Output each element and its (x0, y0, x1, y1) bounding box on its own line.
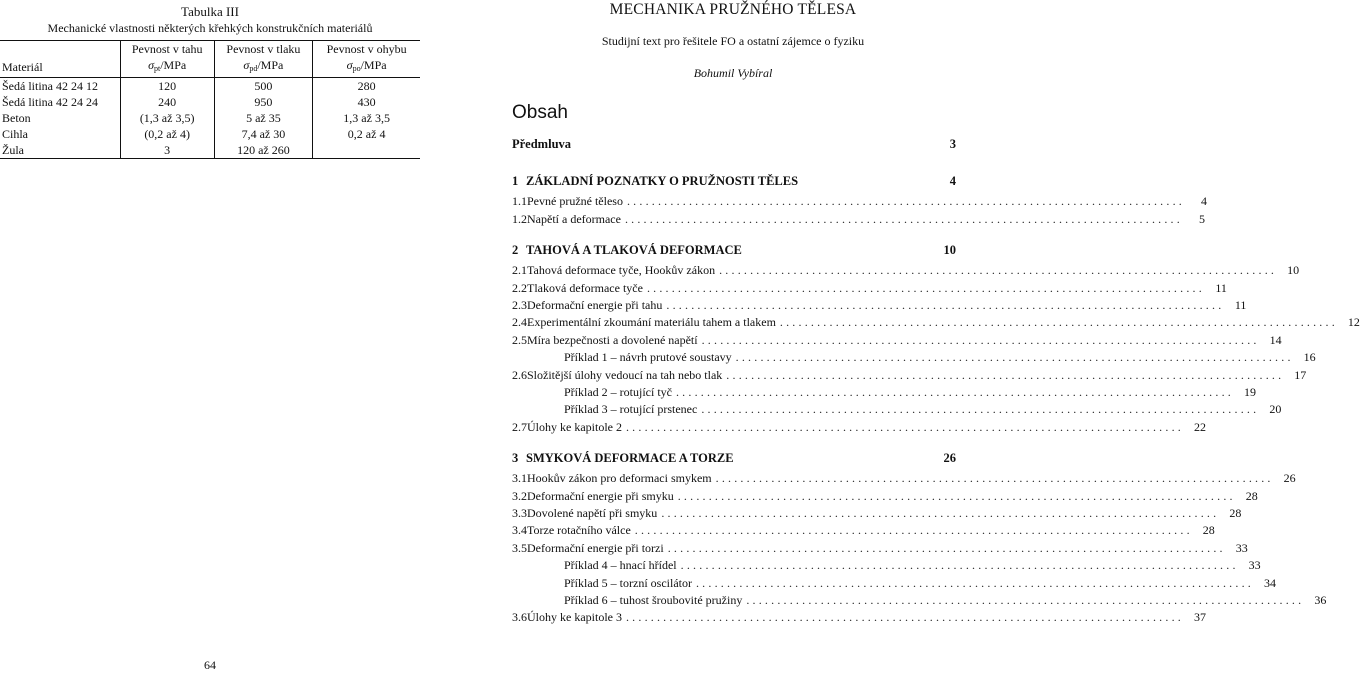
header-cell: Pevnost v ohybu (313, 41, 420, 58)
toc-entry-title: Úlohy ke kapitole 2 (527, 419, 622, 434)
toc-entry-page: 36 (1314, 593, 1327, 607)
toc-leader-dots: .......................................................................................... (746, 593, 1305, 607)
toc-leader-dots: .......................................................................................... (625, 610, 1184, 625)
toc-entry-section[interactable] (506, 488, 1258, 505)
toc-entry-title: Deformační energie při smyku (527, 488, 674, 503)
table-row (0, 110, 420, 126)
toc-entry-title: Příklad 4 – hnací hřídel (564, 558, 677, 573)
toc-entry-section[interactable] (506, 193, 1207, 210)
table-row (0, 126, 420, 142)
table-cell: 120 (120, 78, 214, 95)
toc-entry-section[interactable] (506, 419, 1206, 436)
toc-entry-section[interactable] (506, 332, 1282, 349)
toc-leader-dots: .......................................................................................... (715, 471, 1274, 486)
toc-entry-example[interactable] (506, 575, 1276, 592)
toc-entry-title: Úlohy ke kapitole 3 (527, 610, 622, 625)
toc-entry-example[interactable] (506, 592, 1327, 609)
right-page (506, 0, 1360, 671)
toc-entry-page: 28 (1245, 488, 1258, 503)
toc-entry-title: Příklad 3 – rotující prstenec (564, 402, 698, 417)
table-cell: 500 (214, 78, 313, 95)
toc-entry-number: 3.6 (512, 610, 527, 625)
toc-entry-title: Deformační energie při torzi (527, 540, 664, 555)
toc-entry-page: 4 (1200, 194, 1207, 209)
toc-entry-title: TAHOVÁ A TLAKOVÁ DEFORMACE (526, 243, 742, 258)
toc-entry-number: 3.3 (512, 506, 527, 520)
toc-entry-title: Tlaková deformace tyče (527, 280, 643, 295)
toc-leader-dots: .......................................................................................... (646, 280, 1205, 295)
table-cell: 0,2 až 4 (347, 127, 386, 141)
toc-entry-page: 17 (1294, 367, 1307, 382)
toc-entry-title: Pevné pružné těleso (527, 194, 623, 209)
toc-entry-title: Experimentální zkoumání materiálu tahem a tlakem (527, 315, 776, 330)
table-cell: Šedá litina 42 24 24 (0, 94, 120, 110)
toc-entry-number: 3.4 (512, 523, 527, 538)
header-symbol-cell (214, 57, 313, 78)
toc-leader-dots: .......................................................................................... (735, 350, 1294, 365)
toc-leader-dots: .......................................................................................... (667, 540, 1226, 555)
book-subtitle: Studijní text pro řešitele FO a ostatní zájemce o fyziku (601, 34, 865, 48)
toc-entry-section[interactable] (506, 297, 1247, 314)
toc-leader-dots: .......................................................................................... (719, 263, 1278, 278)
toc-entry-page: 16 (1303, 350, 1316, 365)
symbol-subscript: pt (153, 64, 161, 73)
toc-entry-number: 2.7 (512, 419, 527, 434)
table-cell: 120 až 260 (214, 142, 313, 159)
unit: /MPa (360, 58, 387, 72)
page-number: 64 (204, 658, 216, 672)
table-header-row (0, 57, 420, 78)
unit: /MPa (257, 58, 284, 72)
toc-entry-page: 3 (949, 137, 956, 151)
toc-entry-page: 37 (1193, 610, 1206, 625)
symbol-subscript: po (352, 64, 361, 73)
toc-entry-page: 10 (1287, 263, 1300, 278)
toc-entry-example[interactable] (506, 384, 1256, 401)
toc-entry-title: Příklad 1 – návrh prutové soustavy (564, 350, 732, 365)
toc-entry-page: 28 (1229, 506, 1242, 520)
toc-entry-page: 11 (1234, 298, 1247, 312)
material-properties-table (0, 40, 420, 159)
toc-entry-number: 2.4 (512, 315, 527, 330)
book-author: Bohumil Vybíral (693, 66, 773, 80)
toc-entry-page: 28 (1202, 523, 1215, 538)
toc-leader-dots: .......................................................................................... (701, 402, 1260, 417)
toc-entry-page: 19 (1243, 385, 1256, 399)
toc-entry-section[interactable] (506, 540, 1248, 557)
toc-entry-page: 26 (943, 451, 956, 466)
table-cell: 430 (357, 95, 376, 109)
toc-entry-chapter[interactable] (506, 173, 956, 190)
toc-entry-number: 2.5 (512, 332, 527, 347)
toc-entry-section[interactable] (506, 280, 1227, 297)
toc-entry-preface[interactable] (506, 136, 956, 153)
table-cell: 1,3 až 3,5 (343, 111, 390, 125)
header-symbol-cell (313, 57, 420, 78)
table-body (0, 78, 420, 159)
toc-entry-page: 12 (1347, 315, 1360, 330)
table-row (0, 142, 420, 159)
toc-leader-dots: .......................................................................................... (695, 575, 1254, 590)
toc-leader-dots: .......................................................................................... (675, 385, 1234, 399)
header-cell: Pevnost v tahu (120, 41, 214, 58)
toc-entry-page: 4 (949, 174, 956, 189)
toc-entry-number: 3 (512, 451, 519, 466)
book-title: MECHANIKA PRUŽNÉHO TĚLESA (609, 1, 857, 18)
toc-entry-section[interactable] (506, 211, 1205, 228)
toc-entry-section[interactable] (506, 609, 1206, 626)
toc-entry-section[interactable] (506, 470, 1296, 487)
toc-entry-page: 20 (1269, 402, 1282, 417)
table-number: Tabulka III (181, 4, 239, 19)
table-cell: (0,2 až 4) (120, 126, 214, 142)
toc-leader-dots: .......................................................................................... (634, 523, 1193, 538)
toc-entry-section[interactable] (506, 262, 1300, 279)
toc-entry-title: Dovolené napětí při smyku (527, 506, 658, 520)
table-cell: Žula (0, 142, 120, 159)
toc-entry-number: 2 (512, 243, 519, 258)
table-cell: 3 (120, 142, 214, 159)
toc-entry-number: 2.1 (512, 263, 527, 278)
header-symbol-cell (120, 57, 214, 78)
toc-entry-chapter[interactable] (506, 242, 956, 259)
symbol: σ (148, 58, 154, 72)
toc-leader-dots: .......................................................................................... (677, 488, 1236, 503)
toc-entry-number: 1 (512, 174, 519, 189)
table-cell: (1,3 až 3,5) (120, 110, 214, 126)
table-row (0, 78, 420, 95)
toc-leader-dots: .......................................................................................... (726, 367, 1285, 382)
symbol: σ (346, 58, 353, 72)
toc-entry-section[interactable] (506, 522, 1215, 539)
toc-entry-title: Příklad 2 – rotující tyč (564, 385, 672, 399)
table-cell (313, 142, 420, 159)
toc-entry-title: Napětí a deformace (527, 211, 621, 226)
toc-entry-page: 34 (1263, 575, 1276, 590)
left-page (0, 0, 420, 671)
toc-entry-number: 2.3 (512, 298, 527, 312)
toc-entry-number: 2.6 (512, 367, 527, 382)
toc-leader-dots: .......................................................................................... (680, 558, 1239, 573)
toc-entry-title: Příklad 6 – tuhost šroubovité pružiny (564, 593, 743, 607)
table-caption: Mechanické vlastnosti některých křehkých konstrukčních materiálů (47, 21, 373, 35)
toc-entry-example[interactable] (506, 557, 1261, 574)
toc-leader-dots: .......................................................................................... (779, 315, 1338, 330)
toc-entry-page: 33 (1235, 540, 1248, 555)
header-cell: Pevnost v tlaku (214, 41, 313, 58)
toc-entry-title: Torze rotačního válce (527, 523, 631, 538)
toc-entry-page: 11 (1215, 280, 1227, 295)
toc-entry-number: 2.2 (512, 280, 527, 295)
toc-entry-title: Předmluva (512, 137, 572, 151)
toc-entry-section[interactable] (506, 505, 1242, 522)
header-cell: Materiál (0, 57, 120, 78)
toc-entry-title: Příklad 5 – torzní oscilátor (564, 575, 692, 590)
toc-entry-number: 3.1 (512, 471, 527, 486)
toc-entry-title: ZÁKLADNÍ POZNATKY O PRUŽNOSTI TĚLES (526, 174, 799, 189)
table-cell: 240 (120, 94, 214, 110)
toc-leader-dots: .......................................................................................... (701, 332, 1260, 347)
table-cell: 7,4 až 30 (214, 126, 313, 142)
symbol-subscript: pd (249, 64, 258, 73)
toc-entry-page: 10 (943, 243, 956, 258)
toc-entry-example[interactable] (506, 401, 1282, 418)
toc-entry-number: 1.1 (512, 194, 527, 209)
toc-entry-number: 3.2 (512, 488, 527, 503)
toc-entry-example[interactable] (506, 349, 1316, 366)
table-row (0, 94, 420, 110)
table-cell: Cihla (0, 126, 120, 142)
symbol: σ (243, 58, 250, 72)
toc-entry-page: 14 (1269, 332, 1282, 347)
unit: /MPa (160, 58, 187, 72)
toc-entry-chapter[interactable] (506, 450, 956, 467)
toc-entry-section[interactable] (506, 367, 1307, 384)
toc-leader-dots: .......................................................................................... (666, 298, 1225, 312)
toc-entry-section[interactable] (506, 314, 1360, 331)
toc-leader-dots: .......................................................................................... (625, 419, 1184, 434)
table-cell: 950 (214, 94, 313, 110)
toc-entry-title: Hookův zákon pro deformaci smykem (527, 471, 712, 486)
toc-heading: Obsah (512, 102, 568, 123)
toc-entry-title: SMYKOVÁ DEFORMACE A TORZE (526, 451, 734, 466)
table-cell: Šedá litina 42 24 12 (0, 78, 120, 95)
toc-entry-title: Tahová deformace tyče, Hookův zákon (527, 263, 716, 278)
toc-entry-number: 3.5 (512, 540, 527, 555)
toc-entry-page: 22 (1193, 419, 1206, 434)
toc-entry-page: 33 (1248, 558, 1261, 573)
table-cell: 280 (313, 78, 420, 95)
toc-entry-number: 1.2 (512, 211, 527, 226)
header-cell (0, 41, 120, 58)
toc-entry-page: 5 (1198, 211, 1205, 226)
toc-leader-dots: .......................................................................................... (661, 506, 1220, 520)
toc-entry-title: Složitější úlohy vedoucí na tah nebo tlak (527, 367, 723, 382)
table-cell: Beton (0, 110, 120, 126)
toc-entry-title: Míra bezpečnosti a dovolené napětí (527, 332, 698, 347)
toc-entry-page: 26 (1283, 471, 1296, 486)
toc-entry-title: Deformační energie při tahu (527, 298, 663, 312)
toc-leader-dots: .......................................................................................... (624, 211, 1183, 226)
table-cell: 5 až 35 (214, 110, 313, 126)
toc-leader-dots: .......................................................................................... (626, 194, 1185, 209)
table-header-row (0, 41, 420, 58)
